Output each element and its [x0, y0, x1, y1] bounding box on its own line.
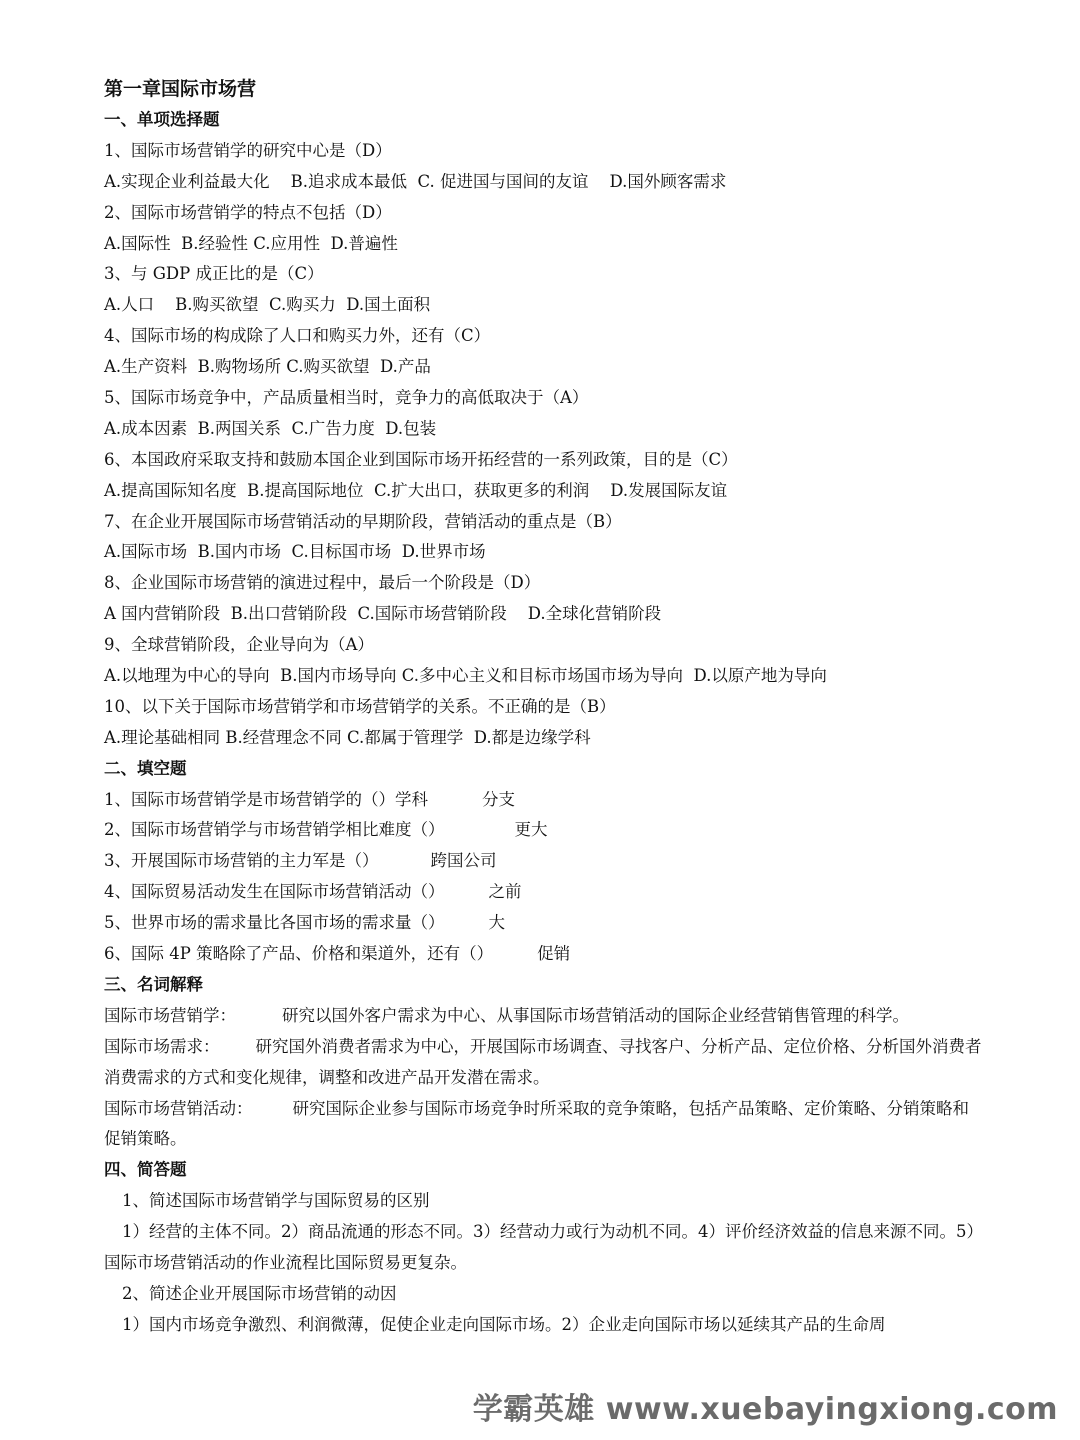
fill-question: 2、国际市场营销学与市场营销学相比难度（）	[104, 820, 445, 840]
choice-question-list	[104, 136, 984, 754]
fill-answer: 大	[488, 913, 505, 933]
short-question: 1、简述国际市场营销学与国际贸易的区别	[122, 1191, 430, 1211]
short-answer: 1）经营的主体不同。2）商品流通的形态不同。3）经营动力或行为动机不同。4）评价经济效益的信息来源不同。5）国际市场营销活动的作业流程比国际贸易更复杂。	[104, 1222, 983, 1273]
question-text: 2、国际市场营销学的特点不包括（D）	[104, 202, 392, 222]
term-definition: 研究国外消费者需求为中心，开展国际市场调查、寻找客户、分析产品、定位价格、分析国外消费者消费需求的方式和变化规律，调整和改进产品开发潜在需求。	[104, 1036, 982, 1087]
short-question: 2、简述企业开展国际市场营销的动因	[122, 1283, 397, 1303]
fill-question: 4、国际贸易活动发生在国际市场营销活动（）	[104, 882, 445, 902]
term-list	[104, 1001, 984, 1156]
site-watermark: 学霸英雄 www.xuebayingxiong.com	[472, 1392, 1058, 1427]
question-text: 3、与 GDP 成正比的是（C）	[104, 264, 324, 284]
short-answer: 1）国内市场竞争激烈、利润微薄，促使企业走向国际市场。2）企业走向国际市场以延续其产品的生命周	[122, 1314, 886, 1334]
question-options: A.国际性 B.经验性 C.应用性 D.普遍性	[104, 233, 398, 253]
fill-item	[104, 846, 984, 877]
fill-question: 6、国际 4P 策略除了产品、价格和渠道外，还有（）	[104, 944, 494, 964]
question-text: 5、国际市场竞争中，产品质量相当时，竞争力的高低取决于（A）	[104, 388, 589, 408]
fill-item	[104, 785, 984, 816]
fill-item	[104, 815, 984, 846]
fill-item	[104, 908, 984, 939]
fill-answer: 促销	[537, 944, 571, 964]
question-text: 1、国际市场营销学的研究中心是（D）	[104, 140, 392, 160]
question-options: A.生产资料 B.购物场所 C.购买欲望 D.产品	[104, 357, 431, 377]
chapter-title: 第一章国际市场营	[104, 78, 257, 100]
fill-answer: 更大	[514, 820, 548, 840]
short-answer-list	[104, 1186, 984, 1341]
fill-question: 5、世界市场的需求量比各国市场的需求量（）	[104, 913, 445, 933]
term-definition: 研究以国外客户需求为中心、从事国际市场营销活动的国际企业经营销售管理的科学。	[282, 1005, 909, 1025]
fill-item	[104, 939, 984, 970]
term-entry	[104, 1032, 984, 1094]
question-options: A.人口 B.购买欲望 C.购买力 D.国土面积	[104, 295, 431, 315]
question-options: A.理论基础相同 B.经营理念不同 C.都属于管理学 D.都是边缘学科	[104, 727, 591, 747]
term-definition: 研究国际企业参与国际市场竞争时所采取的竞争策略，包括产品策略、定价策略、分销策略和促销策略。	[104, 1098, 969, 1149]
term-entry	[104, 1094, 984, 1156]
question-options: A 国内营销阶段 B.出口营销阶段 C.国际市场营销阶段 D.全球化营销阶段	[104, 604, 662, 624]
question-text: 8、企业国际市场营销的演进过程中，最后一个阶段是（D）	[104, 573, 541, 593]
fill-answer: 之前	[488, 882, 522, 902]
question-text: 6、本国政府采取支持和鼓励本国企业到国际市场开拓经营的一系列政策，目的是（C）	[104, 449, 738, 469]
section-heading-choice: 一、单项选择题	[104, 110, 220, 129]
fill-question: 3、开展国际市场营销的主力军是（）	[104, 851, 379, 871]
term: 国际市场需求：	[104, 1036, 220, 1056]
question-options: A.以地理为中心的导向 B.国内市场导向 C.多中心主义和目标市场国市场为导向 D.以原产地为导向	[104, 666, 827, 686]
fill-question: 1、国际市场营销学是市场营销学的（）学科	[104, 789, 428, 809]
term-entry	[104, 1001, 984, 1032]
question-text: 10、以下关于国际市场营销学和市场营销学的关系。不正确的是（B）	[104, 696, 616, 716]
fill-question-list	[104, 785, 984, 970]
fill-answer: 分支	[482, 789, 515, 809]
question-text: 7、在企业开展国际市场营销活动的早期阶段，营销活动的重点是（B）	[104, 511, 622, 531]
question-options: A.实现企业利益最大化 B.追求成本最低 C. 促进国与国间的友谊 D.国外顾客需求	[104, 171, 727, 191]
term: 国际市场营销学：	[104, 1005, 236, 1025]
fill-item	[104, 877, 984, 908]
document-page	[104, 74, 984, 1341]
term: 国际市场营销活动：	[104, 1098, 253, 1118]
section-heading-short-answer: 四、简答题	[104, 1160, 187, 1180]
question-options: A.成本因素 B.两国关系 C.广告力度 D.包装	[104, 418, 437, 438]
section-heading-terms: 三、名词解释	[104, 974, 203, 994]
question-text: 4、国际市场的构成除了人口和购买力外，还有（C）	[104, 326, 491, 346]
question-options: A.提高国际知名度 B.提高国际地位 C.扩大出口，获取更多的利润 D.发展国际友谊	[104, 480, 728, 500]
question-options: A.国际市场 B.国内市场 C.目标国市场 D.世界市场	[104, 542, 486, 562]
question-text: 9、全球营销阶段，企业导向为（A）	[104, 635, 374, 655]
section-heading-fill: 二、填空题	[104, 758, 187, 778]
fill-answer: 跨国公司	[430, 851, 497, 871]
